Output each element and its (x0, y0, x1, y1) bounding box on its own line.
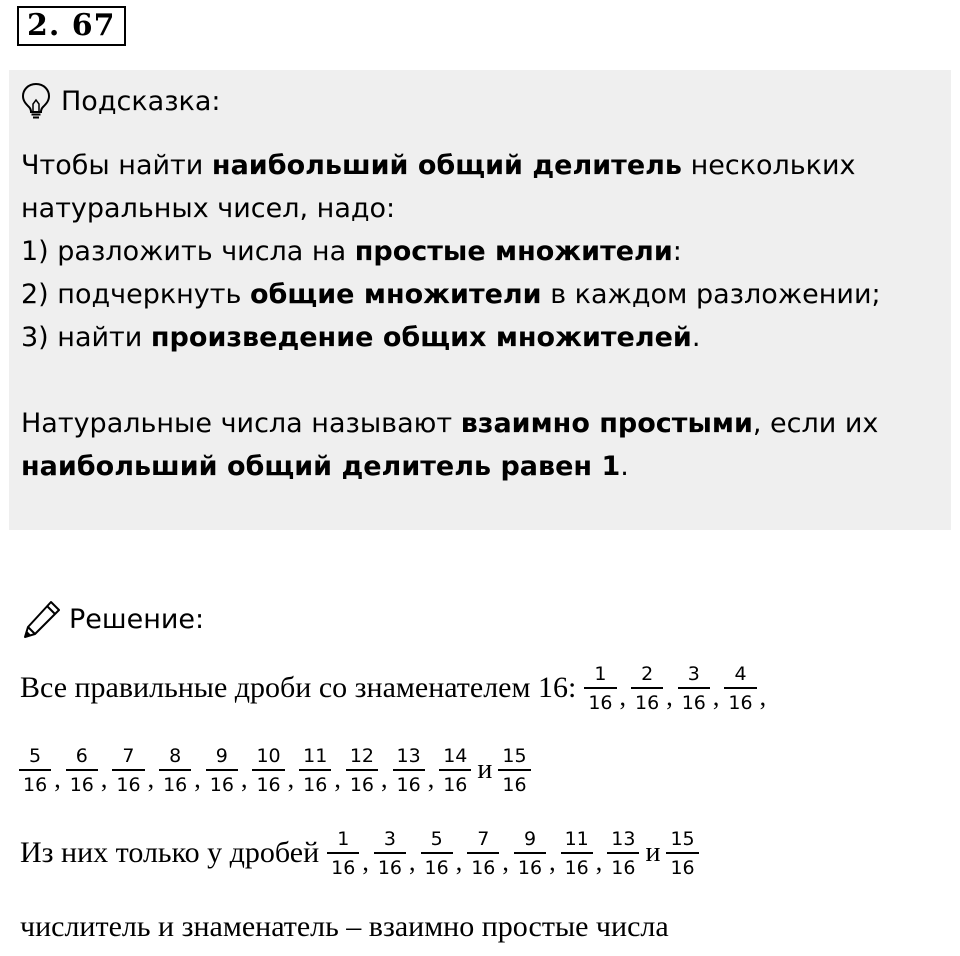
fraction-denominator: 16 (443, 773, 468, 796)
fraction-numerator: 12 (349, 745, 374, 767)
fraction (112, 745, 144, 796)
separator: , (549, 847, 556, 877)
solution-line-4 (20, 910, 669, 944)
separator: , (502, 847, 509, 877)
fraction-denominator: 16 (517, 856, 543, 879)
fraction-numerator: 1 (594, 663, 607, 685)
fraction-denominator: 16 (635, 691, 660, 714)
separator: , (712, 682, 720, 712)
fraction-numerator: 11 (564, 828, 589, 850)
fraction (299, 745, 331, 796)
fraction (561, 828, 593, 879)
hint-line: Чтобы найти наибольший общий делитель нескольких (21, 150, 856, 181)
fraction (666, 828, 698, 879)
fraction (66, 745, 98, 796)
solution-text: Все правильные дроби со знаменателем 16: (20, 671, 577, 705)
fraction (206, 745, 238, 796)
lightbulb-icon (21, 82, 51, 120)
fraction-denominator: 16 (396, 773, 421, 796)
fraction-denominator: 16 (331, 856, 356, 879)
fraction-numerator: 4 (734, 663, 747, 685)
solution-text: Из них только у дробей (20, 836, 320, 870)
fraction-numerator: 9 (523, 828, 537, 850)
fraction-numerator: 5 (29, 745, 42, 767)
fraction (607, 828, 639, 879)
fraction (346, 745, 378, 796)
fraction-denominator: 16 (303, 773, 328, 796)
fraction-numerator: 13 (611, 828, 636, 850)
hint-definition: наибольший общий делитель равен 1. (21, 451, 629, 482)
pencil-icon (21, 598, 63, 640)
fraction (327, 828, 359, 879)
hint-step: 1) разложить числа на простые множители: (21, 236, 682, 267)
separator: , (362, 847, 369, 877)
separator: , (666, 682, 673, 712)
fraction-denominator: 16 (424, 856, 449, 879)
fraction-denominator: 16 (377, 856, 403, 879)
fraction-numerator: 3 (383, 828, 396, 850)
fraction (19, 745, 51, 796)
fraction-denominator: 16 (564, 856, 589, 879)
fraction-denominator: 16 (681, 691, 706, 714)
solution-line-3 (20, 828, 701, 879)
fraction-denominator: 16 (256, 773, 281, 796)
solution-line-1 (20, 663, 769, 714)
hint-header (21, 80, 221, 122)
fraction (252, 745, 284, 796)
separator: , (54, 764, 61, 794)
separator: , (455, 847, 463, 877)
fraction-denominator: 16 (349, 773, 374, 796)
separator: , (194, 764, 201, 794)
fraction (393, 745, 425, 796)
solution-title: Решение: (69, 603, 205, 635)
fraction-numerator: 7 (122, 745, 135, 767)
separator: , (759, 682, 767, 712)
fraction-numerator: 10 (256, 745, 281, 767)
fraction (514, 828, 546, 879)
fraction (631, 663, 663, 714)
solution-header (21, 597, 204, 641)
problem-number: 2. 67 (17, 6, 126, 46)
fraction (439, 745, 471, 796)
separator: , (100, 764, 108, 794)
fraction (421, 828, 453, 879)
fraction-numerator: 1 (337, 828, 350, 850)
fraction-denominator: 16 (209, 773, 234, 796)
fraction-numerator: 9 (215, 745, 228, 767)
fraction-denominator: 16 (670, 856, 695, 879)
fraction-numerator: 5 (430, 828, 443, 850)
fraction-numerator: 2 (641, 663, 654, 685)
fraction (678, 663, 710, 714)
hint-definition: Натуральные числа называют взаимно простыми, если их (21, 408, 879, 439)
conjunction: и (645, 837, 661, 869)
hint-line: натуральных чисел, надо: (21, 193, 396, 224)
separator: , (427, 764, 435, 794)
solution-conclusion: числитель и знаменатель – взаимно простые числа (20, 910, 669, 943)
fraction-numerator: 15 (502, 745, 527, 767)
separator: , (619, 682, 627, 712)
fraction-numerator: 14 (443, 745, 468, 767)
fraction-denominator: 16 (728, 691, 753, 714)
hint-step: 2) подчеркнуть общие множители в каждом разложении; (21, 279, 881, 310)
fraction-numerator: 3 (687, 663, 700, 685)
separator: , (381, 764, 388, 794)
fraction (498, 745, 530, 796)
separator: , (334, 764, 341, 794)
fraction (467, 828, 499, 879)
fraction-numerator: 7 (477, 828, 490, 850)
fraction-numerator: 11 (303, 745, 328, 767)
fraction (724, 663, 756, 714)
fraction-denominator: 16 (471, 856, 496, 879)
fraction-numerator: 8 (169, 745, 182, 767)
hint-title: Подсказка: (61, 85, 221, 117)
fraction-denominator: 16 (116, 773, 141, 796)
fraction-numerator: 6 (75, 745, 88, 767)
solution-line-2 (17, 745, 533, 796)
fraction-denominator: 16 (163, 773, 188, 796)
fraction-numerator: 15 (670, 828, 695, 850)
hint-step: 3) найти произведение общих множителей. (21, 322, 701, 353)
separator: , (147, 764, 155, 794)
fraction-denominator: 16 (502, 773, 527, 796)
fraction-numerator: 13 (396, 745, 421, 767)
fraction (584, 663, 616, 714)
separator: , (287, 764, 295, 794)
fraction (374, 828, 406, 879)
fraction-denominator: 16 (588, 691, 613, 714)
conjunction: и (477, 754, 493, 786)
fraction-denominator: 16 (23, 773, 48, 796)
hint-body (21, 144, 941, 488)
separator: , (409, 847, 416, 877)
fraction-denominator: 16 (611, 856, 636, 879)
separator: , (595, 847, 603, 877)
fraction-denominator: 16 (69, 773, 94, 796)
separator: , (240, 764, 248, 794)
fraction (159, 745, 191, 796)
